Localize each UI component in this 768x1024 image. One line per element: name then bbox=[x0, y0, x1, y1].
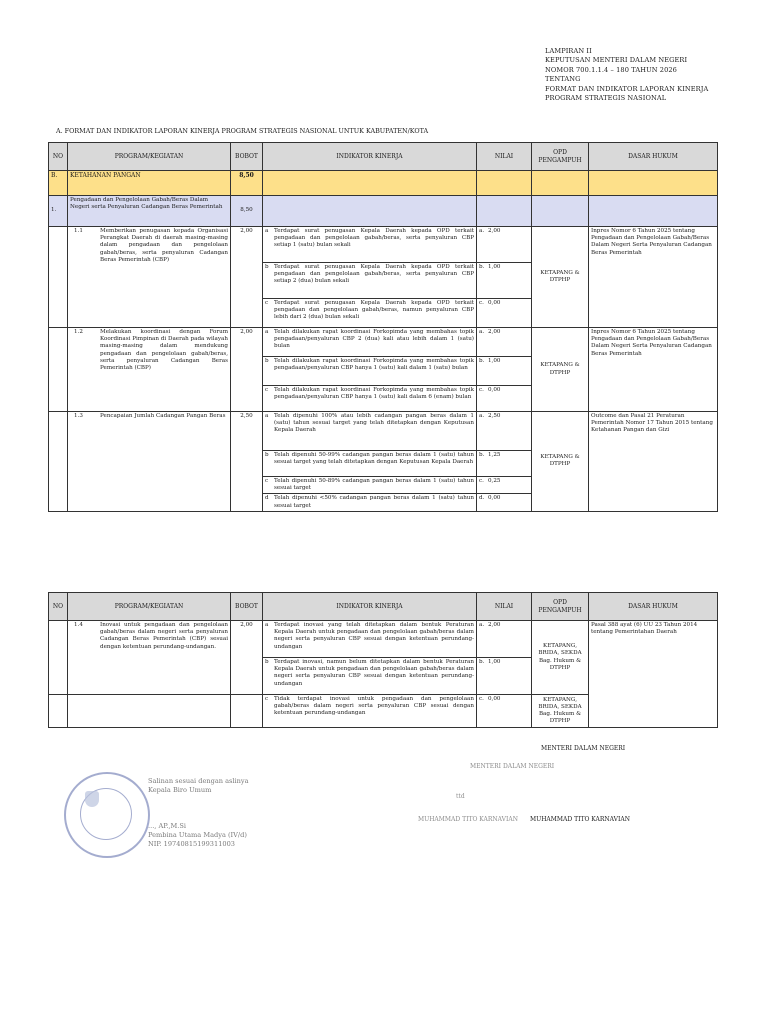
nilai-cell bbox=[477, 658, 532, 695]
nilai-letter: c. bbox=[479, 696, 484, 702]
lampiran-line: KEPUTUSAN MENTERI DALAM NEGERI bbox=[545, 56, 688, 65]
indikator-cell bbox=[263, 695, 477, 728]
nilai-letter: a. bbox=[479, 622, 485, 628]
table-row bbox=[49, 196, 718, 227]
salinan-line bbox=[148, 813, 249, 822]
indikator-cell bbox=[263, 494, 477, 511]
nilai-value: 0,25 bbox=[488, 478, 501, 484]
table-row bbox=[49, 171, 718, 196]
header-nilai: NILAI bbox=[477, 143, 532, 171]
signature-name-faint: MUHAMMAD TITO KARNAVIAN bbox=[418, 816, 518, 823]
official-stamp bbox=[64, 772, 150, 858]
indikator-text: Terdapat inovasi yang telah ditetapkan dalam bentuk Peraturan Kepala Daerah untuk pengadaan dan pengelolaan gabah/beras dalam negeri serta penyaluran CBP sesuai dengan ketentuan perundang-undangan bbox=[274, 622, 474, 650]
garuda-emblem-icon bbox=[85, 791, 99, 807]
nilai-cell bbox=[477, 477, 532, 494]
section-title: A. FORMAT DAN INDIKATOR LAPORAN KINERJA PROGRAM STRATEGIS NASIONAL UNTUK KABUPATEN/KOTA bbox=[56, 127, 429, 135]
nilai-letter: d. bbox=[479, 495, 485, 502]
indikator-cell bbox=[263, 227, 477, 263]
indikator-cell bbox=[263, 658, 477, 695]
nilai-cell bbox=[477, 695, 532, 728]
row-no: 1.3 bbox=[74, 413, 83, 419]
nilai-value: 1,00 bbox=[488, 358, 501, 364]
nilai-letter: a. bbox=[479, 228, 485, 234]
lampiran-line: FORMAT DAN INDIKATOR LAPORAN KINERJA bbox=[545, 84, 709, 93]
row-bobot: 2,00 bbox=[231, 227, 263, 328]
table-header-row bbox=[49, 143, 718, 171]
salinan-line: NIP. 19740815199311003 bbox=[148, 840, 235, 848]
salinan-line bbox=[148, 804, 249, 813]
nilai-letter: c. bbox=[479, 300, 484, 306]
lampiran-header bbox=[545, 47, 708, 103]
nilai-cell bbox=[477, 227, 532, 263]
row-bobot: 2,50 bbox=[231, 412, 263, 512]
header-program: PROGRAM/KEGIATAN bbox=[68, 143, 231, 171]
nilai-value: 2,00 bbox=[488, 329, 501, 335]
indikator-cell bbox=[263, 299, 477, 328]
indikator-text: Terdapat surat penugasan Kepala Daerah kepada OPD terkait pengadaan dan pengelolaan gabah/beras, serta penyaluran CBP setiap 1 (satu) bulan sekali bbox=[274, 228, 474, 249]
nilai-value: 1,25 bbox=[488, 452, 501, 458]
nilai-value: 0,00 bbox=[488, 387, 501, 393]
indikator-letter: b bbox=[265, 358, 269, 364]
indikator-cell bbox=[263, 477, 477, 494]
nilai-cell bbox=[477, 451, 532, 477]
row-no: 1. bbox=[49, 196, 68, 227]
indikator-text: Tidak terdapat inovasi untuk pengadaan dan pengelolaan gabah/beras dalam negeri serta penyaluran CBP sesuai dengan ketentuan perundang-undangan bbox=[274, 696, 474, 717]
indikator-text: Telah dilakukan rapat koordinasi Forkopimda yang membahas topik pengadaan/penyaluran CBP hanya 1 (satu) kali dalam 6 (enam) bulan bbox=[274, 387, 474, 401]
indikator-letter: d bbox=[265, 495, 269, 502]
signature-name: MUHAMMAD TITO KARNAVIAN bbox=[530, 816, 630, 823]
opd-cell: KETAPANG, BRIDA, SEKDA Bag. Hukum & DTPHP bbox=[532, 621, 589, 695]
nilai-letter: b. bbox=[479, 659, 485, 665]
salinan-line bbox=[148, 795, 249, 804]
header-no: NO bbox=[49, 593, 68, 621]
items-body bbox=[49, 227, 718, 512]
lampiran-line: PROGRAM STRATEGIS NASIONAL bbox=[545, 94, 667, 103]
indikator-letter: a bbox=[265, 622, 269, 628]
opd-cell: KETAPANG & DTPHP bbox=[532, 412, 589, 512]
indikator-letter: a bbox=[265, 228, 269, 234]
nilai-value: 2,50 bbox=[488, 413, 501, 419]
row-no: B. bbox=[49, 171, 68, 196]
indikator-letter: c bbox=[265, 478, 269, 484]
header-indikator: INDIKATOR KINERJA bbox=[263, 593, 477, 621]
header-dasar: DASAR HUKUM bbox=[589, 143, 718, 171]
row-bobot: 2,00 bbox=[231, 621, 263, 695]
nilai-cell bbox=[477, 263, 532, 299]
nilai-cell bbox=[477, 494, 532, 511]
nilai-cell bbox=[477, 412, 532, 451]
indikator-text: Terdapat surat penugasan Kepala Daerah kepada OPD terkait pengadaan dan pengelolaan gabah/beras, serta penyaluran CBP setiap 2 (dua) bulan sekali bbox=[274, 264, 474, 285]
indikator-letter: a bbox=[265, 413, 269, 419]
indikator-letter: b bbox=[265, 264, 269, 270]
salinan-line: ..., AP.,M.Si bbox=[148, 822, 187, 830]
salinan-block bbox=[148, 777, 249, 849]
row-program bbox=[68, 621, 231, 695]
nilai-value: 1,00 bbox=[488, 659, 501, 665]
indikator-text: Telah dilakukan rapat koordinasi Forkopimda yang membahas topik pengadaan/penyaluran CBP hanya 1 (satu) kali dalam 1 (satu) bulan bbox=[274, 358, 474, 372]
kinerja-table-1 bbox=[48, 142, 718, 512]
opd-cell: KETAPANG & DTPHP bbox=[532, 227, 589, 328]
indikator-letter: a bbox=[265, 329, 269, 335]
nilai-value: 0,00 bbox=[488, 300, 501, 306]
header-opd: OPD PENGAMPUH bbox=[532, 593, 589, 621]
row-program-text: Pencapaian Jumlah Cadangan Pangan Beras bbox=[100, 413, 226, 419]
row-program: KETAHANAN PANGAN bbox=[68, 171, 231, 196]
header-no: NO bbox=[49, 143, 68, 171]
row-no: 1.2 bbox=[74, 329, 83, 335]
row-no: 1.1 bbox=[74, 228, 83, 234]
indikator-letter: c bbox=[265, 300, 269, 306]
row-bobot: 8,50 bbox=[231, 171, 263, 196]
table-row bbox=[49, 227, 718, 263]
indikator-text: Telah dipenuhi 50-99% cadangan pangan beras dalam 1 (satu) tahun sesuai target yang telah ditetapkan dengan Keputusan Kepala Daerah bbox=[274, 452, 474, 466]
nilai-letter: a. bbox=[479, 329, 485, 335]
nilai-letter: c. bbox=[479, 387, 484, 393]
header-program: PROGRAM/KEGIATAN bbox=[68, 593, 231, 621]
row-program bbox=[68, 328, 231, 412]
nilai-value: 0,00 bbox=[488, 696, 501, 702]
indikator-text: Telah dilakukan rapat koordinasi Forkopimda yang membahas topik pengadaan/penyaluran CBP 2 (dua) kali atau lebih dalam 1 (satu) bulan bbox=[274, 329, 474, 350]
header-bobot: BOBOT bbox=[231, 143, 263, 171]
header-bobot: BOBOT bbox=[231, 593, 263, 621]
nilai-cell bbox=[477, 357, 532, 386]
lampiran-line: NOMOR 700.1.1.4 – 180 TAHUN 2026 bbox=[545, 65, 677, 74]
signature-title-faint: MENTERI DALAM NEGERI bbox=[470, 763, 555, 770]
dasar-cell: Outcome dan Pasal 21 Peraturan Pemerintah Nomor 17 Tahun 2015 tentang Ketahanan Pangan dan Gizi bbox=[589, 412, 718, 512]
dasar-cell: Inpres Nomor 6 Tahun 2025 tentang Pengadaan dan Pengelolaan Gabah/Beras Dalam Negeri Serta Penyaluran Cadangan Beras Pemerintah bbox=[589, 328, 718, 412]
nilai-letter: c. bbox=[479, 478, 484, 484]
nilai-value: 1,00 bbox=[488, 264, 501, 270]
indikator-text: Telah dipenuhi 100% atau lebih cadangan pangan beras dalam 1 (satu) tahun sesuai target yang telah ditetapkan dengan Keputusan Kepala Daerah bbox=[274, 413, 474, 434]
indikator-cell bbox=[263, 386, 477, 412]
header-indikator: INDIKATOR KINERJA bbox=[263, 143, 477, 171]
nilai-value: 2,00 bbox=[488, 622, 501, 628]
signature-ttd: ttd bbox=[456, 793, 465, 800]
dasar-cell: Pasal 388 ayat (6) UU 23 Tahun 2014 tentang Pemerintahan Daerah bbox=[589, 621, 718, 728]
row-program: Pengadaan dan Pengelolaan Gabah/Beras Dalam Negeri serta Penyaluran Cadangan Beras Pemerintah bbox=[68, 196, 231, 227]
table-header-row bbox=[49, 593, 718, 621]
indikator-letter: b bbox=[265, 659, 269, 665]
row-program bbox=[68, 227, 231, 328]
row-program-text: Memberikan penugasan kepada Organisasi Perangkat Daerah di daerah masing-masing dalam pengadaan dan pengelolaan gabah/beras, serta penyaluran Cadangan Beras Pemerintah (CBP) bbox=[100, 228, 228, 263]
indikator-letter: b bbox=[265, 452, 269, 458]
salinan-line: Pembina Utama Madya (IV/d) bbox=[148, 831, 247, 839]
header-dasar: DASAR HUKUM bbox=[589, 593, 718, 621]
indikator-text: Terdapat inovasi, namun belum ditetapkan dalam bentuk Peraturan Kepala Daerah untuk pengadaan dan pengelolaan gabah/beras dalam negeri serta penyaluran CBP sesuai dengan ketentuan perundang-undangan bbox=[274, 659, 474, 687]
lampiran-line: TENTANG bbox=[545, 75, 581, 84]
row-bobot: 8,50 bbox=[231, 196, 263, 227]
nilai-cell bbox=[477, 621, 532, 658]
opd-cell: KETAPANG & DTPHP bbox=[532, 328, 589, 412]
header-nilai: NILAI bbox=[477, 593, 532, 621]
salinan-line: Kepala Biro Umum bbox=[148, 786, 212, 794]
indikator-cell bbox=[263, 357, 477, 386]
indikator-cell bbox=[263, 263, 477, 299]
opd-cell: KETAPANG, BRIDA, SEKDA Bag. Hukum & DTPHP bbox=[532, 695, 589, 728]
indikator-text: Telah dipenuhi <50% cadangan pangan beras dalam 1 (satu) tahun sesuai target bbox=[274, 495, 474, 509]
indikator-text: Telah dipenuhi 50-89% cadangan pangan beras dalam 1 (satu) tahun sesuai target bbox=[274, 478, 474, 492]
table-row bbox=[49, 621, 718, 658]
nilai-cell bbox=[477, 299, 532, 328]
kinerja-table-2 bbox=[48, 592, 718, 728]
nilai-cell bbox=[477, 386, 532, 412]
salinan-line: Salinan sesuai dengan aslinya bbox=[148, 777, 249, 785]
nilai-value: 2,00 bbox=[488, 228, 501, 234]
row-bobot: 2,00 bbox=[231, 328, 263, 412]
row-program bbox=[68, 412, 231, 512]
lampiran-line: LAMPIRAN II bbox=[545, 47, 592, 55]
signature-title: MENTERI DALAM NEGERI bbox=[541, 745, 626, 752]
row-program-text: Inovasi untuk pengadaan dan pengelolaan gabah/beras dalam negeri serta penyaluran Cadangan Beras Pemerintah (CBP) sesuai dengan ketentuan perundang-undangan. bbox=[100, 622, 228, 650]
nilai-letter: b. bbox=[479, 358, 485, 364]
row-no: 1.4 bbox=[74, 622, 83, 628]
indikator-text: Terdapat surat penugasan Kepala Daerah kepada OPD terkait pengadaan dan pengelolaan gabah/beras, namun penyaluran CBP lebih dari 2 (dua) bulan sekali bbox=[274, 300, 474, 321]
indikator-letter: c bbox=[265, 696, 269, 702]
nilai-letter: b. bbox=[479, 452, 485, 458]
nilai-letter: a. bbox=[479, 413, 485, 419]
indikator-cell bbox=[263, 412, 477, 451]
table-row bbox=[49, 328, 718, 357]
header-opd: OPD PENGAMPUH bbox=[532, 143, 589, 171]
nilai-value: 0,00 bbox=[488, 495, 501, 502]
indikator-cell bbox=[263, 621, 477, 658]
indikator-cell bbox=[263, 451, 477, 477]
nilai-letter: b. bbox=[479, 264, 485, 270]
dasar-cell: Inpres Nomor 6 Tahun 2025 tentang Pengadaan dan Pengelolaan Gabah/Beras Dalam Negeri Serta Penyaluran Cadangan Beras Pemerintah bbox=[589, 227, 718, 328]
nilai-cell bbox=[477, 328, 532, 357]
row-program-text: Melakukan koordinasi dengan Forum Koordinasi Pimpinan di Daerah pada wilayah masing-masing dalam mendukung pengadaan dan pengelolaan gabah/beras, serta penyaluran Cadangan Beras Pemerintah (CBP) bbox=[100, 329, 228, 372]
indikator-cell bbox=[263, 328, 477, 357]
table-row bbox=[49, 412, 718, 451]
indikator-letter: c bbox=[265, 387, 269, 393]
